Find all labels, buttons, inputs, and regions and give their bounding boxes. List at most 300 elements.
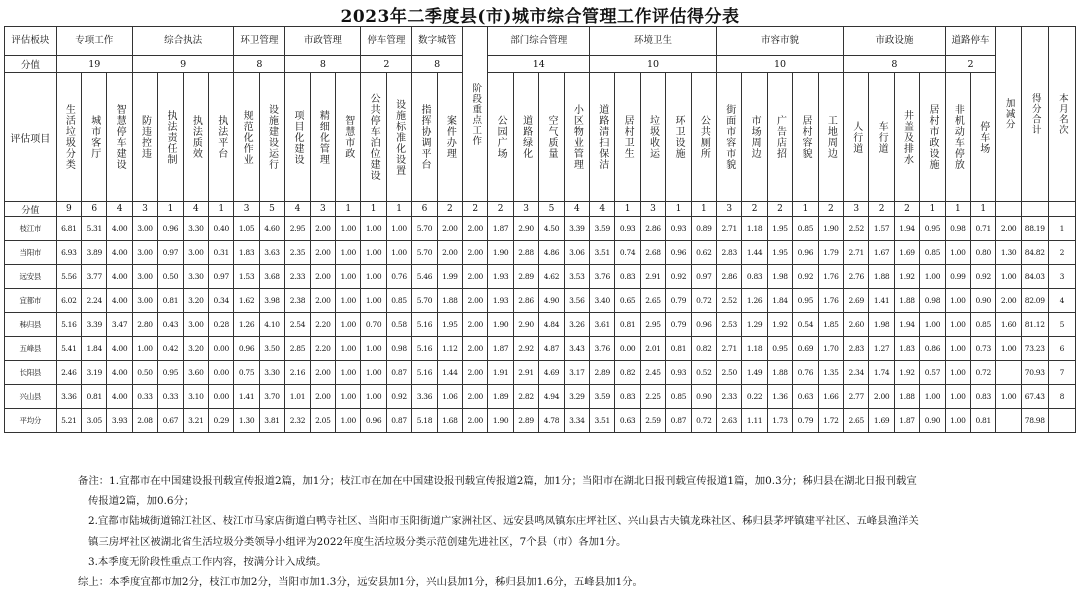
score-cell: 2.92	[513, 337, 538, 361]
score-cell: 2.08	[132, 409, 157, 433]
item-name: 工地周边	[818, 73, 843, 202]
score-cell: 0.96	[691, 313, 716, 337]
score-cell: 2.00	[463, 409, 488, 433]
score-cell: 1.93	[488, 289, 513, 313]
score-cell: 0.73	[971, 337, 996, 361]
score-cell: 5.16	[412, 361, 437, 385]
score-cell: 0.43	[158, 313, 183, 337]
score-cell: 1.00	[336, 361, 361, 385]
item-weight: 3	[310, 202, 335, 217]
score-cell: 1.90	[488, 409, 513, 433]
rank-cell	[1048, 409, 1075, 433]
score-cell: 0.97	[158, 241, 183, 265]
score-cell: 2.90	[513, 217, 538, 241]
item-weight: 4	[183, 202, 208, 217]
score-cell: 3.47	[107, 313, 132, 337]
score-cell: 2.00	[463, 313, 488, 337]
score-cell: 1.57	[869, 217, 894, 241]
item-weight: 1	[691, 202, 716, 217]
score-cell: 1.87	[488, 337, 513, 361]
item-name: 执法质效	[183, 73, 208, 202]
score-cell: 2.00	[463, 265, 488, 289]
score-cell: 3.00	[183, 313, 208, 337]
score-cell: 1.35	[818, 361, 843, 385]
score-cell: 1.94	[894, 217, 919, 241]
score-cell: 1.83	[894, 337, 919, 361]
score-cell: 2.95	[285, 217, 310, 241]
score-cell: 1.18	[742, 337, 767, 361]
score-cell: 3.26	[564, 313, 589, 337]
category-weight: 14	[488, 56, 590, 73]
score-cell: 1.00	[336, 289, 361, 313]
score-cell: 1.00	[945, 289, 970, 313]
score-cell: 0.00	[209, 337, 234, 361]
score-cell: 0.81	[615, 313, 640, 337]
score-cell: 0.98	[945, 217, 970, 241]
score-cell: 1.88	[894, 289, 919, 313]
score-cell: 2.00	[437, 241, 462, 265]
score-cell: 1.68	[437, 409, 462, 433]
category-name: 市容市貌	[717, 27, 844, 56]
score-cell: 2.32	[285, 409, 310, 433]
item-weight: 3	[513, 202, 538, 217]
score-cell: 1.30	[234, 409, 259, 433]
score-cell: 2.33	[285, 265, 310, 289]
score-cell: 0.71	[971, 217, 996, 241]
score-cell: 2.69	[844, 289, 869, 313]
score-cell: 1.00	[920, 385, 945, 409]
row-name: 兴山县	[5, 385, 57, 409]
score-cell: 0.81	[158, 289, 183, 313]
score-cell: 3.00	[132, 289, 157, 313]
category-name: 停车管理	[361, 27, 412, 56]
score-cell: 2.50	[717, 361, 742, 385]
category-weight: 8	[234, 56, 285, 73]
score-cell: 2.76	[844, 265, 869, 289]
score-cell: 1.69	[869, 409, 894, 433]
score-cell: 4.90	[539, 289, 564, 313]
score-cell: 3.56	[564, 289, 589, 313]
score-cell: 2.65	[640, 289, 665, 313]
score-cell: 4.00	[107, 361, 132, 385]
score-cell: 1.00	[945, 313, 970, 337]
score-cell: 0.67	[158, 409, 183, 433]
score-cell: 2.71	[717, 217, 742, 241]
score-cell: 3.51	[590, 409, 615, 433]
score-cell: 1.93	[488, 265, 513, 289]
bonus-cell	[996, 409, 1021, 433]
score-cell: 3.19	[82, 361, 107, 385]
score-cell: 3.50	[259, 337, 284, 361]
score-cell: 0.33	[158, 385, 183, 409]
score-cell: 5.41	[56, 337, 81, 361]
score-cell: 1.95	[767, 241, 792, 265]
row-name: 宜都市	[5, 289, 57, 313]
score-cell: 2.89	[590, 361, 615, 385]
score-cell: 2.71	[717, 337, 742, 361]
score-cell: 1.00	[945, 361, 970, 385]
score-cell: 0.87	[666, 409, 691, 433]
score-cell: 0.85	[793, 217, 818, 241]
score-cell: 2.01	[640, 337, 665, 361]
score-cell: 3.53	[564, 265, 589, 289]
header-item-label: 评估项目	[5, 73, 57, 202]
category-weight: 8	[285, 56, 361, 73]
score-cell: 0.00	[209, 385, 234, 409]
score-cell: 0.74	[615, 241, 640, 265]
category-weight: 2	[945, 56, 996, 73]
score-cell: 5.16	[412, 313, 437, 337]
note-line: 2.宜都市陆城街道锦江社区、枝江市马家店街道白鸭寺社区、当阳市玉阳街道广家洲社区、远安县鸣凤镇东庄坪社区、兴山县古夫镇龙珠社区、秭归县茅坪镇建平社区、五峰县渔洋关	[88, 515, 919, 528]
score-cell: 2.20	[310, 337, 335, 361]
score-cell: 1.98	[767, 265, 792, 289]
score-cell: 0.63	[615, 409, 640, 433]
score-cell: 0.80	[971, 241, 996, 265]
item-weight: 1	[945, 202, 970, 217]
item-name: 道路绿化	[513, 73, 538, 202]
item-name: 居村容貌	[793, 73, 818, 202]
rank-cell: 7	[1048, 361, 1075, 385]
bonus-header: 加减分	[996, 27, 1021, 202]
bonus-cell: 2.00	[996, 289, 1021, 313]
item-weight: 1	[666, 202, 691, 217]
item-name: 车行道	[869, 73, 894, 202]
score-cell: 3.30	[183, 217, 208, 241]
score-cell: 4.50	[539, 217, 564, 241]
note-line: 镇三房坪社区被湖北省生活垃圾分类领导小组评为2022年度生活垃圾分类示范创建先进社区，7个县（市）各加1分。	[88, 535, 627, 548]
score-cell: 0.96	[666, 241, 691, 265]
score-cell: 0.54	[793, 313, 818, 337]
item-name: 执法责任制	[158, 73, 183, 202]
item-name: 智慧停车建设	[107, 73, 132, 202]
score-cell: 1.53	[234, 265, 259, 289]
item-weight: 1	[361, 202, 386, 217]
score-cell: 2.82	[513, 385, 538, 409]
score-cell: 2.00	[463, 337, 488, 361]
item-name: 空气质量	[539, 73, 564, 202]
score-cell: 0.72	[691, 289, 716, 313]
score-cell: 1.44	[742, 241, 767, 265]
category-name: 市政管理	[285, 27, 361, 56]
score-cell: 0.57	[920, 361, 945, 385]
score-cell: 1.95	[767, 217, 792, 241]
item-name: 公共厕所	[691, 73, 716, 202]
score-cell: 5.31	[82, 217, 107, 241]
item-weight: 3	[717, 202, 742, 217]
rank-cell: 6	[1048, 337, 1075, 361]
score-cell: 3.40	[590, 289, 615, 313]
score-cell: 1.00	[336, 241, 361, 265]
score-cell: 3.51	[590, 241, 615, 265]
score-cell: 3.10	[183, 385, 208, 409]
score-cell: 2.90	[513, 313, 538, 337]
score-cell: 5.70	[412, 241, 437, 265]
rank-cell: 2	[1048, 241, 1075, 265]
score-cell: 1.41	[869, 289, 894, 313]
score-cell: 1.89	[488, 385, 513, 409]
score-cell: 0.82	[615, 361, 640, 385]
score-cell: 2.00	[310, 361, 335, 385]
score-cell: 3.34	[564, 409, 589, 433]
score-cell: 2.00	[310, 289, 335, 313]
score-cell: 3.36	[412, 385, 437, 409]
item-name: 规范化作业	[234, 73, 259, 202]
score-cell: 2.00	[463, 241, 488, 265]
score-cell: 4.86	[539, 241, 564, 265]
score-cell: 3.20	[183, 289, 208, 313]
weight-label: 分值	[5, 202, 57, 217]
score-cell: 0.69	[793, 337, 818, 361]
score-cell: 1.90	[488, 313, 513, 337]
score-cell: 1.90	[488, 241, 513, 265]
score-cell: 0.90	[691, 385, 716, 409]
score-cell: 1.74	[869, 361, 894, 385]
item-weight: 4	[107, 202, 132, 217]
table-row	[5, 265, 1076, 289]
score-cell: 5.46	[412, 265, 437, 289]
bonus-weight	[996, 202, 1021, 217]
score-cell: 1.00	[132, 337, 157, 361]
score-cell: 5.56	[56, 265, 81, 289]
score-cell: 0.81	[971, 409, 996, 433]
score-cell: 3.39	[564, 217, 589, 241]
item-name: 居村卫生	[615, 73, 640, 202]
score-cell: 3.68	[259, 265, 284, 289]
score-cell: 0.82	[691, 337, 716, 361]
score-cell: 0.62	[691, 241, 716, 265]
score-cell: 2.00	[310, 385, 335, 409]
score-cell: 2.89	[513, 265, 538, 289]
score-cell: 0.52	[691, 361, 716, 385]
score-cell: 0.83	[615, 385, 640, 409]
score-cell: 1.00	[361, 217, 386, 241]
score-cell: 2.52	[717, 289, 742, 313]
score-cell: 1.36	[767, 385, 792, 409]
score-cell: 0.87	[386, 409, 411, 433]
note-line: 传报道2篇，加0.6分；	[88, 495, 195, 508]
bonus-cell: 1.60	[996, 313, 1021, 337]
item-name: 城市客厅	[82, 73, 107, 202]
item-name: 环卫设施	[666, 73, 691, 202]
item-weight: 3	[234, 202, 259, 217]
score-cell: 0.81	[82, 385, 107, 409]
total-cell: 78.98	[1021, 409, 1048, 433]
score-cell: 0.85	[920, 241, 945, 265]
score-cell: 2.00	[463, 217, 488, 241]
item-name: 广告店招	[767, 73, 792, 202]
score-cell: 2.00	[310, 265, 335, 289]
score-cell: 1.00	[945, 241, 970, 265]
score-cell: 3.77	[82, 265, 107, 289]
score-cell: 0.79	[666, 313, 691, 337]
score-cell: 0.22	[742, 385, 767, 409]
score-cell: 3.20	[183, 337, 208, 361]
score-cell: 3.30	[259, 361, 284, 385]
item-name: 智慧市政	[336, 73, 361, 202]
score-cell: 1.92	[894, 361, 919, 385]
score-cell: 4.84	[539, 313, 564, 337]
score-cell: 2.35	[285, 241, 310, 265]
score-cell: 0.96	[158, 217, 183, 241]
score-cell: 1.83	[234, 241, 259, 265]
score-cell: 4.00	[107, 289, 132, 313]
score-cell: 1.41	[234, 385, 259, 409]
score-cell: 5.18	[412, 409, 437, 433]
score-cell: 1.85	[818, 313, 843, 337]
score-cell: 0.93	[615, 217, 640, 241]
total-cell: 84.03	[1021, 265, 1048, 289]
total-cell: 67.43	[1021, 385, 1048, 409]
bonus-cell: 1.30	[996, 241, 1021, 265]
score-cell: 0.87	[386, 361, 411, 385]
item-name: 执法平台	[209, 73, 234, 202]
score-cell: 0.40	[209, 217, 234, 241]
score-cell: 0.96	[361, 409, 386, 433]
table-row	[5, 289, 1076, 313]
score-cell: 0.29	[209, 409, 234, 433]
rank-cell: 5	[1048, 313, 1075, 337]
item-name: 案件办理	[437, 73, 462, 202]
score-cell: 4.10	[259, 313, 284, 337]
score-cell: 3.98	[259, 289, 284, 313]
score-cell: 2.00	[437, 217, 462, 241]
score-cell: 0.31	[209, 241, 234, 265]
item-name: 设施建设运行	[259, 73, 284, 202]
item-weight: 1	[386, 202, 411, 217]
score-cell: 0.95	[793, 289, 818, 313]
score-cell: 1.11	[742, 409, 767, 433]
category-name: 部门综合管理	[488, 27, 590, 56]
score-cell: 2.80	[132, 313, 157, 337]
row-name: 枝江市	[5, 217, 57, 241]
score-cell: 1.73	[767, 409, 792, 433]
row-name: 秭归县	[5, 313, 57, 337]
item-name: 非机动车停放	[945, 73, 970, 202]
score-cell: 4.00	[107, 337, 132, 361]
score-cell: 3.39	[82, 313, 107, 337]
score-cell: 0.00	[615, 337, 640, 361]
score-cell: 3.93	[107, 409, 132, 433]
score-cell: 1.88	[869, 265, 894, 289]
score-cell: 1.00	[920, 265, 945, 289]
score-cell: 2.86	[513, 289, 538, 313]
item-weight: 3	[844, 202, 869, 217]
score-cell: 1.00	[386, 217, 411, 241]
rank-cell: 1	[1048, 217, 1075, 241]
score-cell: 4.62	[539, 265, 564, 289]
category-weight: 10	[717, 56, 844, 73]
score-cell: 5.16	[412, 337, 437, 361]
item-weight: 1	[920, 202, 945, 217]
score-cell: 2.45	[640, 361, 665, 385]
total-weight	[1021, 202, 1048, 217]
score-cell: 0.79	[793, 409, 818, 433]
score-cell: 1.00	[361, 265, 386, 289]
score-cell: 0.93	[666, 217, 691, 241]
score-cell: 1.05	[234, 217, 259, 241]
score-cell: 3.89	[82, 241, 107, 265]
score-cell: 1.92	[767, 313, 792, 337]
score-cell: 1.26	[742, 289, 767, 313]
score-cell: 1.01	[285, 385, 310, 409]
score-cell: 3.00	[132, 265, 157, 289]
item-weight: 4	[590, 202, 615, 217]
score-cell: 2.71	[844, 241, 869, 265]
score-cell: 2.25	[640, 385, 665, 409]
score-cell: 0.92	[971, 265, 996, 289]
score-cell: 4.69	[539, 361, 564, 385]
score-cell: 3.00	[183, 241, 208, 265]
note-line: 备注：1.宜都市在中国建设报刊载宣传报道2篇，加1分；枝江市在加在中国建设报刊载宣传报道2篇，加1分；当阳市在湖北日报刊载宣传报道1篇，加0.3分；秭归县在湖北日报刊载宣	[78, 475, 917, 487]
item-weight: 1	[158, 202, 183, 217]
weight-label: 分值	[5, 56, 57, 73]
score-cell: 0.75	[234, 361, 259, 385]
score-cell: 0.92	[793, 265, 818, 289]
score-cell: 3.81	[259, 409, 284, 433]
score-cell: 0.83	[615, 265, 640, 289]
score-cell: 4.94	[539, 385, 564, 409]
score-cell: 1.29	[742, 313, 767, 337]
score-cell: 0.34	[209, 289, 234, 313]
score-cell: 1.95	[437, 313, 462, 337]
score-cell: 6.81	[56, 217, 81, 241]
score-cell: 0.95	[920, 217, 945, 241]
total-cell: 73.23	[1021, 337, 1048, 361]
score-cell: 5.21	[56, 409, 81, 433]
score-cell: 0.76	[793, 361, 818, 385]
score-cell: 2.24	[82, 289, 107, 313]
score-cell: 0.85	[971, 313, 996, 337]
row-name: 长阳县	[5, 361, 57, 385]
item-name: 市场周边	[742, 73, 767, 202]
score-cell: 1.67	[869, 241, 894, 265]
category-name: 综合执法	[132, 27, 234, 56]
item-name: 道路清扫保洁	[590, 73, 615, 202]
rank-cell: 8	[1048, 385, 1075, 409]
bonus-cell: 1.00	[996, 265, 1021, 289]
score-cell: 1.76	[818, 289, 843, 313]
score-cell: 2.91	[513, 361, 538, 385]
item-weight: 2	[818, 202, 843, 217]
score-cell: 2.53	[717, 313, 742, 337]
score-cell: 1.00	[361, 241, 386, 265]
score-cell: 3.00	[132, 217, 157, 241]
rank-cell: 3	[1048, 265, 1075, 289]
category-weight: 19	[56, 56, 132, 73]
score-cell: 1.62	[234, 289, 259, 313]
item-weight: 2	[437, 202, 462, 217]
score-cell: 0.83	[971, 385, 996, 409]
score-cell: 2.00	[463, 289, 488, 313]
score-cell: 2.86	[640, 217, 665, 241]
score-cell: 1.00	[336, 217, 361, 241]
score-cell: 1.76	[818, 265, 843, 289]
score-cell: 6.02	[56, 289, 81, 313]
score-cell: 0.72	[971, 361, 996, 385]
table-row	[5, 361, 1076, 385]
item-name: 设施标准化设置	[386, 73, 411, 202]
score-cell: 3.59	[590, 385, 615, 409]
score-cell: 0.96	[234, 337, 259, 361]
score-cell: 0.92	[386, 385, 411, 409]
score-cell: 0.72	[691, 409, 716, 433]
score-cell: 0.50	[158, 265, 183, 289]
item-name: 居村市政设施	[920, 73, 945, 202]
item-weight: 2	[488, 202, 513, 217]
score-cell: 1.94	[894, 313, 919, 337]
score-cell: 2.86	[717, 265, 742, 289]
total-cell: 88.19	[1021, 217, 1048, 241]
